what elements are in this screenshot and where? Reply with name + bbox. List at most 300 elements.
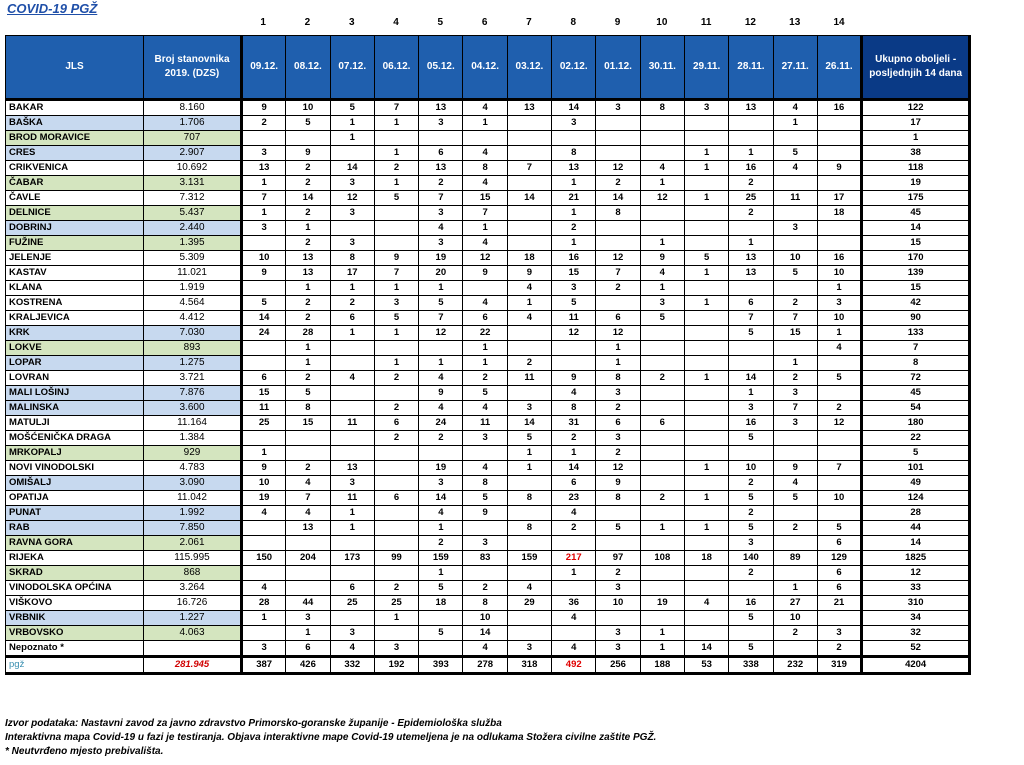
population-cell: 707 xyxy=(144,131,242,146)
total-cases-cell: 52 xyxy=(862,641,970,657)
daily-cases-cell: 14 xyxy=(729,371,773,386)
daily-cases-cell: 24 xyxy=(419,416,463,431)
daily-cases-cell: 4 xyxy=(242,506,286,521)
daily-cases-cell: 2 xyxy=(773,626,817,641)
daily-cases-cell: 8 xyxy=(596,371,640,386)
daily-cases-cell: 1 xyxy=(286,626,330,641)
column-numbers xyxy=(0,17,1024,33)
daily-cases-cell xyxy=(596,296,640,311)
header-date: 28.11. xyxy=(729,36,773,100)
daily-cases-cell: 3 xyxy=(374,641,418,657)
daily-cases-cell xyxy=(507,146,551,161)
daily-cases-cell xyxy=(817,611,861,626)
daily-cases-cell: 2 xyxy=(286,461,330,476)
daily-cases-cell: 6 xyxy=(817,536,861,551)
table-row xyxy=(6,626,970,641)
daily-cases-cell: 2 xyxy=(552,521,596,536)
daily-cases-cell xyxy=(684,476,728,491)
table-row xyxy=(6,296,970,311)
header-date: 27.11. xyxy=(773,36,817,100)
table-row xyxy=(6,161,970,176)
daily-cases-cell: 13 xyxy=(729,266,773,281)
daily-cases-cell: 2 xyxy=(596,566,640,581)
daily-cases-cell: 9 xyxy=(286,146,330,161)
daily-cases-cell: 7 xyxy=(242,191,286,206)
daily-cases-cell: 3 xyxy=(729,536,773,551)
daily-cases-cell: 1 xyxy=(729,146,773,161)
table-row xyxy=(6,476,970,491)
municipality-name: CRES xyxy=(6,146,144,161)
daily-cases-cell xyxy=(507,341,551,356)
total-cases-cell: 1 xyxy=(862,131,970,146)
municipality-name: VRBNIK xyxy=(6,611,144,626)
daily-cases-cell: 2 xyxy=(596,176,640,191)
daily-cases-cell: 2 xyxy=(640,371,684,386)
daily-cases-cell: 3 xyxy=(374,296,418,311)
daily-cases-cell xyxy=(507,206,551,221)
note-source: Izvor podataka: Nastavni zavod za javno zdravstvo Primorsko-goranske županije - Epidemiološka služba xyxy=(5,718,502,729)
totals-daily-cell: 338 xyxy=(729,657,773,674)
daily-cases-cell: 5 xyxy=(330,100,374,116)
daily-cases-cell: 3 xyxy=(463,431,507,446)
daily-cases-cell: 15 xyxy=(463,191,507,206)
daily-cases-cell: 1 xyxy=(374,146,418,161)
total-cases-cell: 170 xyxy=(862,251,970,266)
total-cases-cell: 22 xyxy=(862,431,970,446)
municipality-name: KLANA xyxy=(6,281,144,296)
daily-cases-cell: 5 xyxy=(729,326,773,341)
daily-cases-cell xyxy=(817,146,861,161)
daily-cases-cell: 8 xyxy=(507,491,551,506)
daily-cases-cell: 1 xyxy=(684,266,728,281)
daily-cases-cell xyxy=(684,446,728,461)
daily-cases-cell: 1 xyxy=(817,326,861,341)
population-cell: 10.692 xyxy=(144,161,242,176)
daily-cases-cell: 17 xyxy=(817,191,861,206)
daily-cases-cell: 1 xyxy=(684,461,728,476)
table-row xyxy=(6,566,970,581)
table-row xyxy=(6,446,970,461)
population-cell: 11.021 xyxy=(144,266,242,281)
daily-cases-cell: 3 xyxy=(596,581,640,596)
totals-daily-cell: 278 xyxy=(463,657,507,674)
daily-cases-cell: 5 xyxy=(286,116,330,131)
table-row xyxy=(6,461,970,476)
municipality-name: LOKVE xyxy=(6,341,144,356)
daily-cases-cell xyxy=(729,581,773,596)
daily-cases-cell xyxy=(419,641,463,657)
total-cases-cell: 15 xyxy=(862,281,970,296)
daily-cases-cell xyxy=(596,611,640,626)
daily-cases-cell xyxy=(330,401,374,416)
daily-cases-cell: 11 xyxy=(552,311,596,326)
table-row xyxy=(6,131,970,146)
daily-cases-cell: 11 xyxy=(330,491,374,506)
daily-cases-cell: 3 xyxy=(330,206,374,221)
daily-cases-cell: 3 xyxy=(640,296,684,311)
municipality-name: DOBRINJ xyxy=(6,221,144,236)
table-row xyxy=(6,146,970,161)
column-number: 11 xyxy=(700,17,712,28)
daily-cases-cell xyxy=(817,116,861,131)
population-cell: 16.726 xyxy=(144,596,242,611)
total-cases-cell: 180 xyxy=(862,416,970,431)
total-cases-cell: 7 xyxy=(862,341,970,356)
daily-cases-cell: 16 xyxy=(817,100,861,116)
header-jls: JLS xyxy=(6,36,144,100)
daily-cases-cell xyxy=(374,476,418,491)
table-row xyxy=(6,521,970,536)
population-cell: 3.131 xyxy=(144,176,242,191)
daily-cases-cell xyxy=(684,356,728,371)
daily-cases-cell: 13 xyxy=(286,521,330,536)
municipality-name: PUNAT xyxy=(6,506,144,521)
municipality-name: BAKAR xyxy=(6,100,144,116)
header-date: 04.12. xyxy=(463,36,507,100)
daily-cases-cell: 3 xyxy=(552,116,596,131)
daily-cases-cell: 7 xyxy=(507,161,551,176)
daily-cases-cell: 6 xyxy=(242,371,286,386)
daily-cases-cell: 7 xyxy=(374,266,418,281)
daily-cases-cell: 4 xyxy=(463,641,507,657)
daily-cases-cell: 1 xyxy=(374,176,418,191)
daily-cases-cell xyxy=(817,176,861,191)
daily-cases-cell xyxy=(552,341,596,356)
daily-cases-cell: 7 xyxy=(419,191,463,206)
daily-cases-cell xyxy=(330,446,374,461)
daily-cases-cell xyxy=(684,386,728,401)
daily-cases-cell xyxy=(684,236,728,251)
daily-cases-cell: 1 xyxy=(507,461,551,476)
daily-cases-cell xyxy=(552,131,596,146)
daily-cases-cell xyxy=(507,326,551,341)
daily-cases-cell: 2 xyxy=(286,371,330,386)
daily-cases-cell: 5 xyxy=(419,296,463,311)
daily-cases-cell xyxy=(374,506,418,521)
daily-cases-cell: 1 xyxy=(242,176,286,191)
daily-cases-cell: 3 xyxy=(507,641,551,657)
municipality-name: MATULJI xyxy=(6,416,144,431)
total-cases-cell: 14 xyxy=(862,221,970,236)
daily-cases-cell: 9 xyxy=(507,266,551,281)
municipality-name: NOVI VINODOLSKI xyxy=(6,461,144,476)
daily-cases-cell: 5 xyxy=(419,626,463,641)
daily-cases-cell: 1 xyxy=(286,221,330,236)
daily-cases-cell: 9 xyxy=(463,506,507,521)
daily-cases-cell: 13 xyxy=(419,100,463,116)
daily-cases-cell xyxy=(330,536,374,551)
daily-cases-cell: 2 xyxy=(773,521,817,536)
daily-cases-cell: 25 xyxy=(330,596,374,611)
daily-cases-cell: 5 xyxy=(374,311,418,326)
table-row xyxy=(6,401,970,416)
table-row xyxy=(6,176,970,191)
population-cell: 1.395 xyxy=(144,236,242,251)
daily-cases-cell: 4 xyxy=(640,266,684,281)
daily-cases-cell: 5 xyxy=(684,251,728,266)
daily-cases-cell xyxy=(729,221,773,236)
population-cell: 7.876 xyxy=(144,386,242,401)
daily-cases-cell: 4 xyxy=(330,371,374,386)
daily-cases-cell: 1 xyxy=(684,161,728,176)
daily-cases-cell: 5 xyxy=(729,521,773,536)
daily-cases-cell: 5 xyxy=(729,431,773,446)
daily-cases-cell xyxy=(507,476,551,491)
daily-cases-cell: 27 xyxy=(773,596,817,611)
page-title[interactable]: COVID-19 PGŽ xyxy=(7,1,98,16)
daily-cases-cell: 10 xyxy=(242,251,286,266)
daily-cases-cell: 2 xyxy=(729,476,773,491)
daily-cases-cell: 1 xyxy=(330,506,374,521)
total-cases-cell: 310 xyxy=(862,596,970,611)
daily-cases-cell: 10 xyxy=(729,461,773,476)
daily-cases-cell: 4 xyxy=(419,401,463,416)
daily-cases-cell: 4 xyxy=(773,161,817,176)
daily-cases-cell: 1 xyxy=(684,191,728,206)
total-cases-cell: 54 xyxy=(862,401,970,416)
daily-cases-cell: 1 xyxy=(552,176,596,191)
daily-cases-cell xyxy=(640,116,684,131)
daily-cases-cell: 11 xyxy=(463,416,507,431)
table-row xyxy=(6,416,970,431)
footnotes xyxy=(5,717,656,759)
daily-cases-cell xyxy=(640,581,684,596)
daily-cases-cell: 12 xyxy=(552,326,596,341)
daily-cases-cell: 4 xyxy=(463,236,507,251)
population-cell: 4.564 xyxy=(144,296,242,311)
daily-cases-cell xyxy=(374,446,418,461)
population-cell: 7.312 xyxy=(144,191,242,206)
totals-daily-cell: 318 xyxy=(507,657,551,674)
daily-cases-cell: 12 xyxy=(419,326,463,341)
table-row xyxy=(6,236,970,251)
table-row xyxy=(6,431,970,446)
daily-cases-cell: 3 xyxy=(419,476,463,491)
daily-cases-cell: 7 xyxy=(596,266,640,281)
daily-cases-cell: 8 xyxy=(596,491,640,506)
population-cell: 1.706 xyxy=(144,116,242,131)
daily-cases-cell: 4 xyxy=(463,401,507,416)
grand-total-cell: 4204 xyxy=(862,657,970,674)
daily-cases-cell: 1 xyxy=(596,356,640,371)
daily-cases-cell: 1 xyxy=(640,626,684,641)
daily-cases-cell: 1 xyxy=(552,446,596,461)
note-map: Interaktivna mapa Covid-19 u fazi je testiranja. Objava interaktivne mape Covid-19 utemeljena je na odlukama Stožera civilne zaštite PGŽ. xyxy=(5,732,657,743)
column-number: 6 xyxy=(481,17,488,28)
daily-cases-cell: 15 xyxy=(552,266,596,281)
daily-cases-cell: 2 xyxy=(773,296,817,311)
municipality-name: VINODOLSKA OPĆINA xyxy=(6,581,144,596)
daily-cases-cell xyxy=(507,176,551,191)
municipality-name: VIŠKOVO xyxy=(6,596,144,611)
municipality-name: BAŠKA xyxy=(6,116,144,131)
daily-cases-cell: 5 xyxy=(374,191,418,206)
population-cell: 2.061 xyxy=(144,536,242,551)
daily-cases-cell: 1 xyxy=(684,371,728,386)
daily-cases-cell: 6 xyxy=(596,416,640,431)
table-row xyxy=(6,206,970,221)
daily-cases-cell: 9 xyxy=(817,161,861,176)
daily-cases-cell xyxy=(640,401,684,416)
daily-cases-cell xyxy=(640,611,684,626)
municipality-name: MOŠĆENIČKA DRAGA xyxy=(6,431,144,446)
daily-cases-cell xyxy=(684,221,728,236)
daily-cases-cell: 6 xyxy=(419,146,463,161)
daily-cases-cell xyxy=(596,221,640,236)
daily-cases-cell xyxy=(552,581,596,596)
daily-cases-cell: 10 xyxy=(242,476,286,491)
daily-cases-cell xyxy=(640,386,684,401)
daily-cases-cell: 16 xyxy=(729,596,773,611)
totals-daily-cell: 319 xyxy=(817,657,861,674)
daily-cases-cell xyxy=(242,521,286,536)
daily-cases-cell: 25 xyxy=(242,416,286,431)
daily-cases-cell: 2 xyxy=(242,116,286,131)
daily-cases-cell: 5 xyxy=(729,641,773,657)
daily-cases-cell: 1 xyxy=(463,221,507,236)
daily-cases-cell: 3 xyxy=(596,386,640,401)
daily-cases-cell xyxy=(286,446,330,461)
municipality-name: MRKOPALJ xyxy=(6,446,144,461)
daily-cases-cell: 5 xyxy=(419,581,463,596)
daily-cases-cell: 1 xyxy=(374,356,418,371)
daily-cases-cell: 8 xyxy=(330,251,374,266)
daily-cases-cell: 2 xyxy=(286,206,330,221)
daily-cases-cell xyxy=(242,566,286,581)
daily-cases-cell xyxy=(729,131,773,146)
daily-cases-cell: 14 xyxy=(330,161,374,176)
daily-cases-cell: 5 xyxy=(242,296,286,311)
total-cases-cell: 101 xyxy=(862,461,970,476)
daily-cases-cell: 2 xyxy=(817,401,861,416)
daily-cases-cell xyxy=(374,521,418,536)
daily-cases-cell xyxy=(330,611,374,626)
daily-cases-cell xyxy=(684,416,728,431)
population-cell: 8.160 xyxy=(144,100,242,116)
daily-cases-cell: 44 xyxy=(286,596,330,611)
total-cases-cell: 38 xyxy=(862,146,970,161)
daily-cases-cell: 3 xyxy=(773,416,817,431)
daily-cases-cell: 2 xyxy=(552,431,596,446)
daily-cases-cell xyxy=(507,386,551,401)
daily-cases-cell: 1 xyxy=(286,356,330,371)
daily-cases-cell: 4 xyxy=(552,611,596,626)
daily-cases-cell: 10 xyxy=(817,311,861,326)
daily-cases-cell: 2 xyxy=(374,431,418,446)
daily-cases-cell: 8 xyxy=(552,401,596,416)
daily-cases-cell: 1 xyxy=(330,281,374,296)
daily-cases-cell: 3 xyxy=(463,536,507,551)
daily-cases-cell xyxy=(552,626,596,641)
daily-cases-cell xyxy=(596,536,640,551)
daily-cases-cell: 2 xyxy=(817,641,861,657)
total-cases-cell: 15 xyxy=(862,236,970,251)
population-cell: 1.227 xyxy=(144,611,242,626)
population-cell: 11.164 xyxy=(144,416,242,431)
totals-label: pgž xyxy=(6,657,144,674)
daily-cases-cell: 4 xyxy=(552,506,596,521)
daily-cases-cell: 83 xyxy=(463,551,507,566)
column-number: 2 xyxy=(304,17,311,28)
daily-cases-cell: 5 xyxy=(596,521,640,536)
daily-cases-cell xyxy=(596,506,640,521)
daily-cases-cell: 1 xyxy=(729,236,773,251)
daily-cases-cell: 11 xyxy=(330,416,374,431)
daily-cases-cell: 14 xyxy=(242,311,286,326)
daily-cases-cell: 159 xyxy=(419,551,463,566)
daily-cases-cell xyxy=(419,611,463,626)
daily-cases-cell: 2 xyxy=(374,581,418,596)
daily-cases-cell xyxy=(242,536,286,551)
total-cases-cell: 72 xyxy=(862,371,970,386)
daily-cases-cell: 14 xyxy=(463,626,507,641)
daily-cases-cell: 10 xyxy=(773,251,817,266)
daily-cases-cell: 8 xyxy=(596,206,640,221)
daily-cases-cell: 1 xyxy=(463,116,507,131)
total-cases-cell: 17 xyxy=(862,116,970,131)
daily-cases-cell: 1 xyxy=(684,296,728,311)
daily-cases-cell: 8 xyxy=(463,596,507,611)
daily-cases-cell xyxy=(507,611,551,626)
daily-cases-cell: 6 xyxy=(817,581,861,596)
daily-cases-cell: 3 xyxy=(242,641,286,657)
daily-cases-cell: 1 xyxy=(286,281,330,296)
daily-cases-cell xyxy=(507,566,551,581)
daily-cases-cell: 6 xyxy=(374,491,418,506)
total-cases-cell: 32 xyxy=(862,626,970,641)
population-cell: 4.783 xyxy=(144,461,242,476)
daily-cases-cell: 1 xyxy=(552,236,596,251)
daily-cases-cell: 4 xyxy=(463,146,507,161)
daily-cases-cell: 3 xyxy=(242,221,286,236)
daily-cases-cell: 3 xyxy=(596,641,640,657)
daily-cases-cell: 1 xyxy=(684,491,728,506)
daily-cases-cell xyxy=(596,146,640,161)
table-row xyxy=(6,266,970,281)
daily-cases-cell: 13 xyxy=(286,266,330,281)
daily-cases-cell xyxy=(640,326,684,341)
daily-cases-cell: 2 xyxy=(729,566,773,581)
total-cases-cell: 49 xyxy=(862,476,970,491)
daily-cases-cell: 12 xyxy=(463,251,507,266)
table-row xyxy=(6,641,970,657)
daily-cases-cell xyxy=(374,461,418,476)
daily-cases-cell xyxy=(596,131,640,146)
daily-cases-cell: 6 xyxy=(463,311,507,326)
total-cases-cell: 19 xyxy=(862,176,970,191)
daily-cases-cell: 2 xyxy=(640,491,684,506)
daily-cases-cell: 1 xyxy=(507,296,551,311)
total-cases-cell: 5 xyxy=(862,446,970,461)
header-date: 06.12. xyxy=(374,36,418,100)
header-total: Ukupno oboljeli - posljednjih 14 dana xyxy=(862,36,970,100)
table-row xyxy=(6,311,970,326)
daily-cases-cell xyxy=(729,281,773,296)
daily-cases-cell: 9 xyxy=(242,100,286,116)
daily-cases-cell xyxy=(640,506,684,521)
daily-cases-cell: 12 xyxy=(817,416,861,431)
daily-cases-cell: 4 xyxy=(419,371,463,386)
population-cell: 1.992 xyxy=(144,506,242,521)
daily-cases-cell: 2 xyxy=(419,176,463,191)
daily-cases-cell: 1 xyxy=(640,236,684,251)
daily-cases-cell: 29 xyxy=(507,596,551,611)
daily-cases-cell xyxy=(507,131,551,146)
daily-cases-cell: 1 xyxy=(552,566,596,581)
daily-cases-cell: 15 xyxy=(286,416,330,431)
daily-cases-cell: 5 xyxy=(773,491,817,506)
daily-cases-cell xyxy=(463,521,507,536)
